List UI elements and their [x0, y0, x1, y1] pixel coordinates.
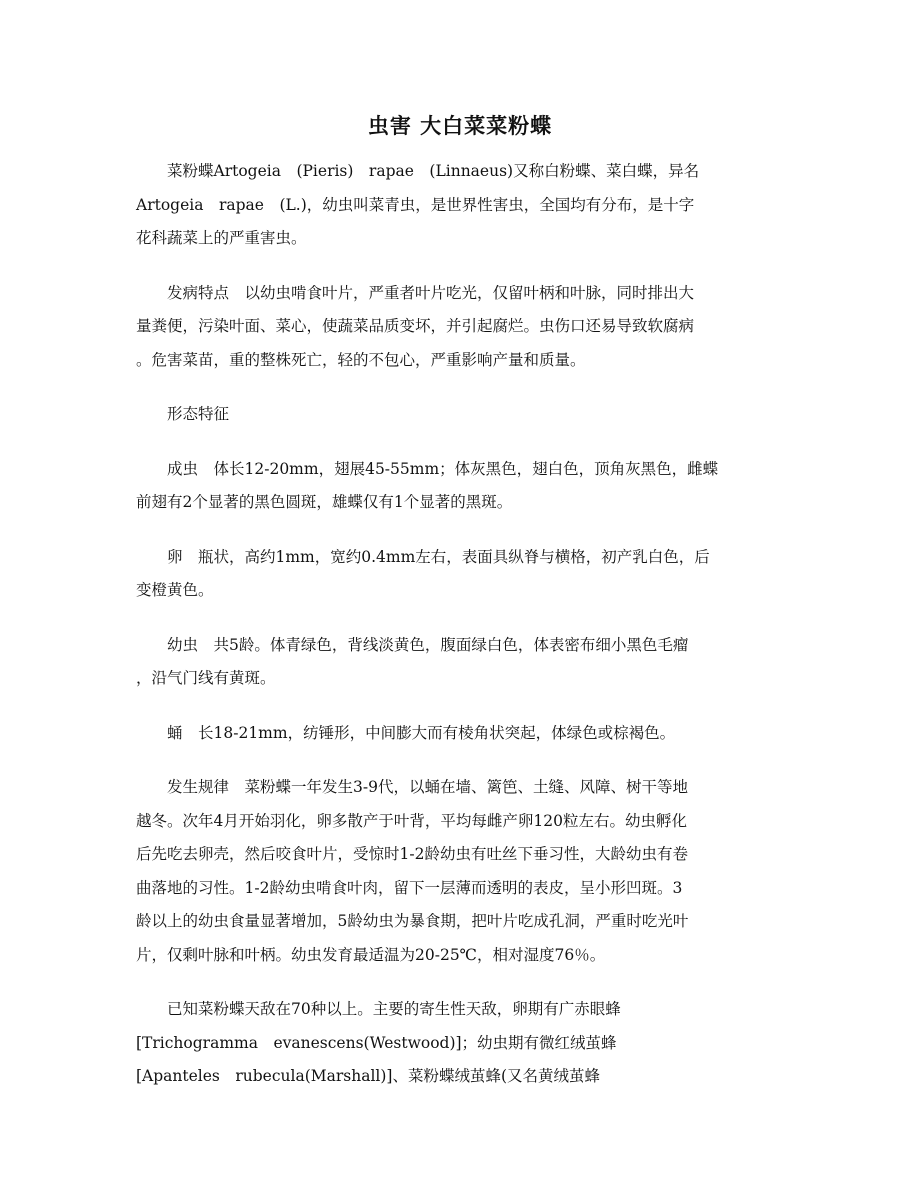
text-line: 后先吃去卵壳，然后咬食叶片，受惊时1-2龄幼虫有吐丝下垂习性，大龄幼虫有卷 — [136, 845, 688, 863]
paragraph-pupa — [136, 717, 786, 751]
text-line: [Trichogramma evanescens(Westwood)]；幼虫期有微红绒茧蜂 — [136, 1033, 617, 1052]
text-line: 越冬。次年4月开始羽化，卵多散产于叶背，平均每雌产卵120粒左右。幼虫孵化 — [136, 811, 687, 830]
text-line: 龄以上的幼虫食量显著增加，5龄幼虫为暴食期，把叶片吃成孔洞，严重时吃光叶 — [136, 912, 689, 930]
text-line: 已知菜粉蝶天敌在70种以上。主要的寄生性天敌，卵期有广赤眼蜂 — [136, 1000, 621, 1018]
paragraph-morphology-heading — [136, 398, 786, 432]
text-line: 蛹 长18-21mm，纺锤形，中间膨大而有棱角状突起，体绿色或棕褐色。 — [136, 723, 676, 742]
paragraph-symptoms — [136, 277, 786, 378]
text-line: 量粪便，污染叶面、菜心，使蔬菜品质变坏，并引起腐烂。虫伤口还易导致软腐病 — [136, 317, 695, 335]
text-line: 花科蔬菜上的严重害虫。 — [136, 229, 307, 247]
text-line: 前翅有2个显著的黑色圆斑，雄蝶仅有1个显著的黑斑。 — [136, 493, 513, 511]
text-line: 曲落地的习性。1-2龄幼虫啃食叶肉，留下一层薄而透明的表皮，呈小形凹斑。3 — [136, 878, 683, 897]
paragraph-natural-enemies — [136, 993, 786, 1094]
text-line: 卵 瓶状，高约1mm，宽约0.4mm左右，表面具纵脊与横格，初产乳白色，后 — [136, 547, 710, 566]
document-body — [136, 155, 786, 1115]
document-title: 虫害 大白菜菜粉蝶 — [367, 113, 553, 138]
text-line: 菜粉蝶Artogeia (Pieris) rapae (Linnaeus)又称白粉蝶、菜白蝶，异名 — [136, 162, 700, 180]
text-line: 幼虫 共5龄。体青绿色，背线淡黄色，腹面绿白色，体表密布细小黑色毛瘤 — [136, 635, 689, 654]
paragraph-intro — [136, 155, 786, 256]
text-line: ，沿气门线有黄斑。 — [136, 669, 276, 687]
text-line: 发生规律 菜粉蝶一年发生3-9代，以蛹在墙、篱笆、土缝、风障、树干等地 — [136, 778, 688, 796]
paragraph-larva — [136, 629, 786, 696]
paragraph-occurrence — [136, 771, 786, 972]
text-line: Artogeia rapae (L.)，幼虫叫菜青虫，是世界性害虫，全国均有分布，是十字 — [136, 195, 695, 214]
text-line: 成虫 体长12-20mm，翅展45-55mm；体灰黑色，翅白色，顶角灰黑色，雌蝶 — [136, 459, 719, 478]
text-line: 变橙黄色。 — [136, 581, 214, 599]
text-line: [Apanteles rubecula(Marshall)]、菜粉蝶绒茧蜂(又名黄绒茧蜂 — [136, 1067, 601, 1085]
paragraph-adult — [136, 453, 786, 520]
text-line: 片，仅剩叶脉和叶柄。幼虫发育最适温为20-25℃，相对湿度76％。 — [136, 945, 606, 964]
text-line: 。危害菜苗，重的整株死亡，轻的不包心，严重影响产量和质量。 — [136, 350, 586, 369]
text-line: 形态特征 — [136, 405, 230, 423]
paragraph-egg — [136, 541, 786, 608]
text-line: 发病特点 以幼虫啃食叶片，严重者叶片吃光，仅留叶柄和叶脉，同时排出大 — [136, 283, 695, 302]
